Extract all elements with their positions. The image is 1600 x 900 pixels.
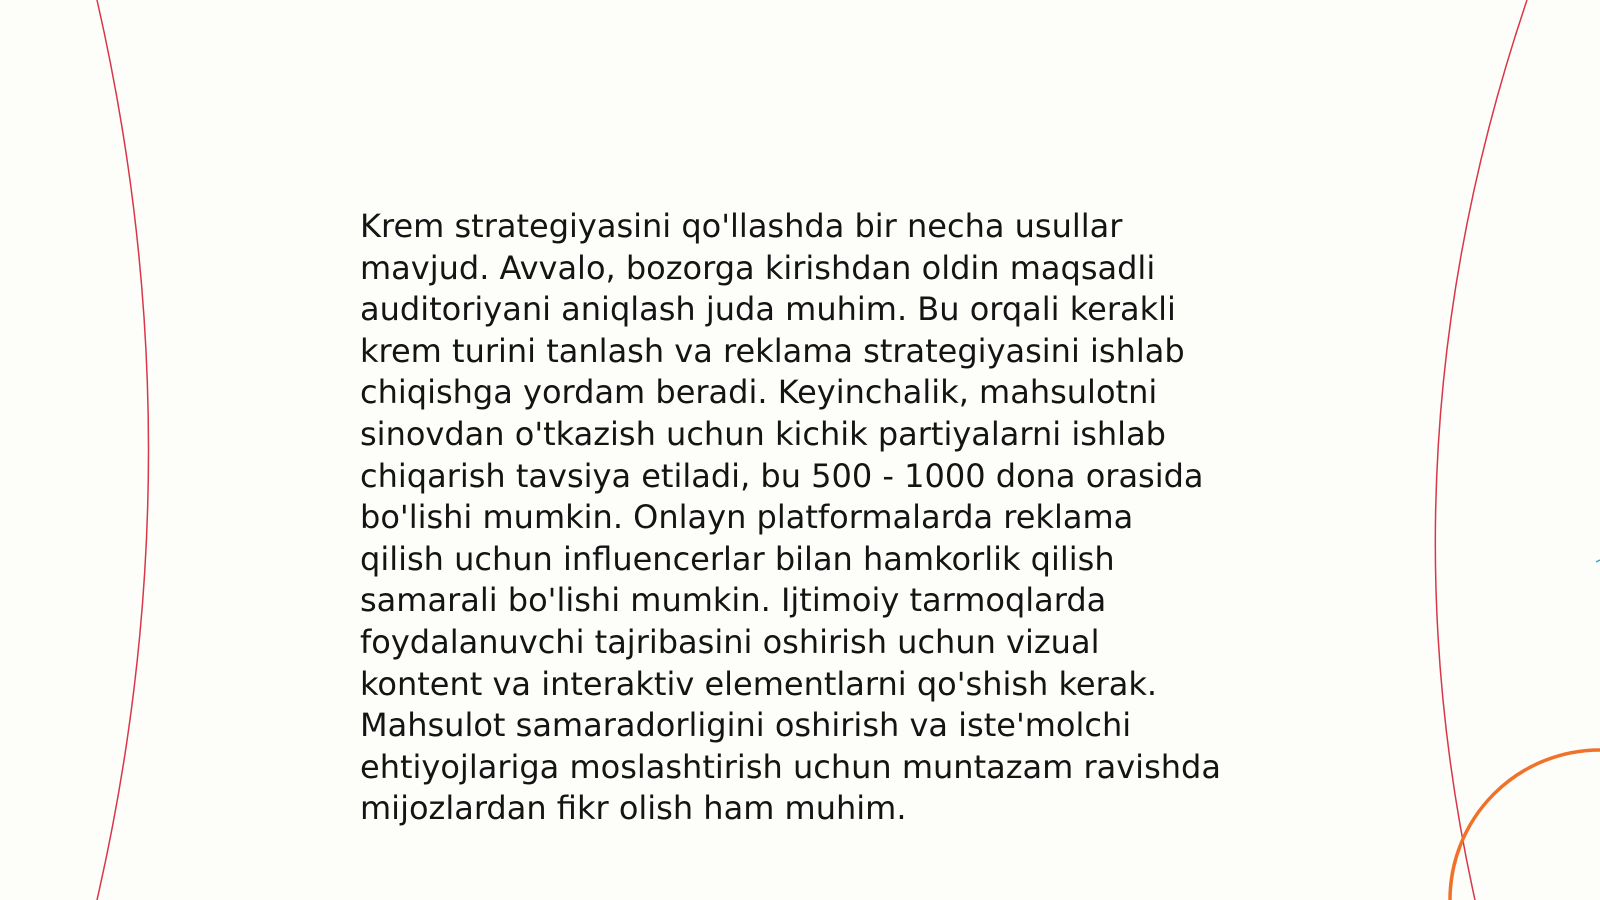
body-line: mijozlardan fikr olish ham muhim. bbox=[360, 789, 907, 828]
body-line: chiqishga yordam beradi. Keyinchalik, mahsulotni bbox=[360, 373, 1158, 412]
body-line: ehtiyojlariga moslashtirish uchun muntazam ravishda bbox=[360, 747, 1221, 786]
body-line: qilish uchun influencerlar bilan hamkorlik qilish bbox=[360, 539, 1115, 578]
body-line: krem turini tanlash va reklama strategiyasini ishlab bbox=[360, 331, 1185, 370]
body-line: foydalanuvchi tajribasini oshirish uchun vizual bbox=[360, 622, 1100, 661]
orange-circle bbox=[1450, 750, 1600, 900]
slide-body-text bbox=[360, 206, 1240, 830]
body-line: bo'lishi mumkin. Onlayn platformalarda reklama bbox=[360, 498, 1134, 537]
body-line: mavjud. Avvalo, bozorga kirishdan oldin maqsadli bbox=[360, 248, 1156, 287]
body-line: Krem strategiyasini qo'llashda bir necha usullar bbox=[360, 207, 1123, 245]
body-line: Mahsulot samaradorligini oshirish va iste'molchi bbox=[360, 706, 1132, 745]
body-line: samarali bo'lishi mumkin. Ijtimoiy tarmoqlarda bbox=[360, 581, 1107, 620]
left-curve bbox=[97, 0, 149, 900]
body-line: auditoriyani aniqlash juda muhim. Bu orqali kerakli bbox=[360, 290, 1176, 329]
teal-accent bbox=[1596, 560, 1600, 562]
body-line: kontent va interaktiv elementlarni qo'shish kerak. bbox=[360, 664, 1158, 703]
body-line: chiqarish tavsiya etiladi, bu 500 - 1000 dona orasida bbox=[360, 456, 1204, 495]
body-line: sinovdan o'tkazish uchun kichik partiyalarni ishlab bbox=[360, 414, 1166, 453]
right-curve bbox=[1435, 0, 1527, 900]
